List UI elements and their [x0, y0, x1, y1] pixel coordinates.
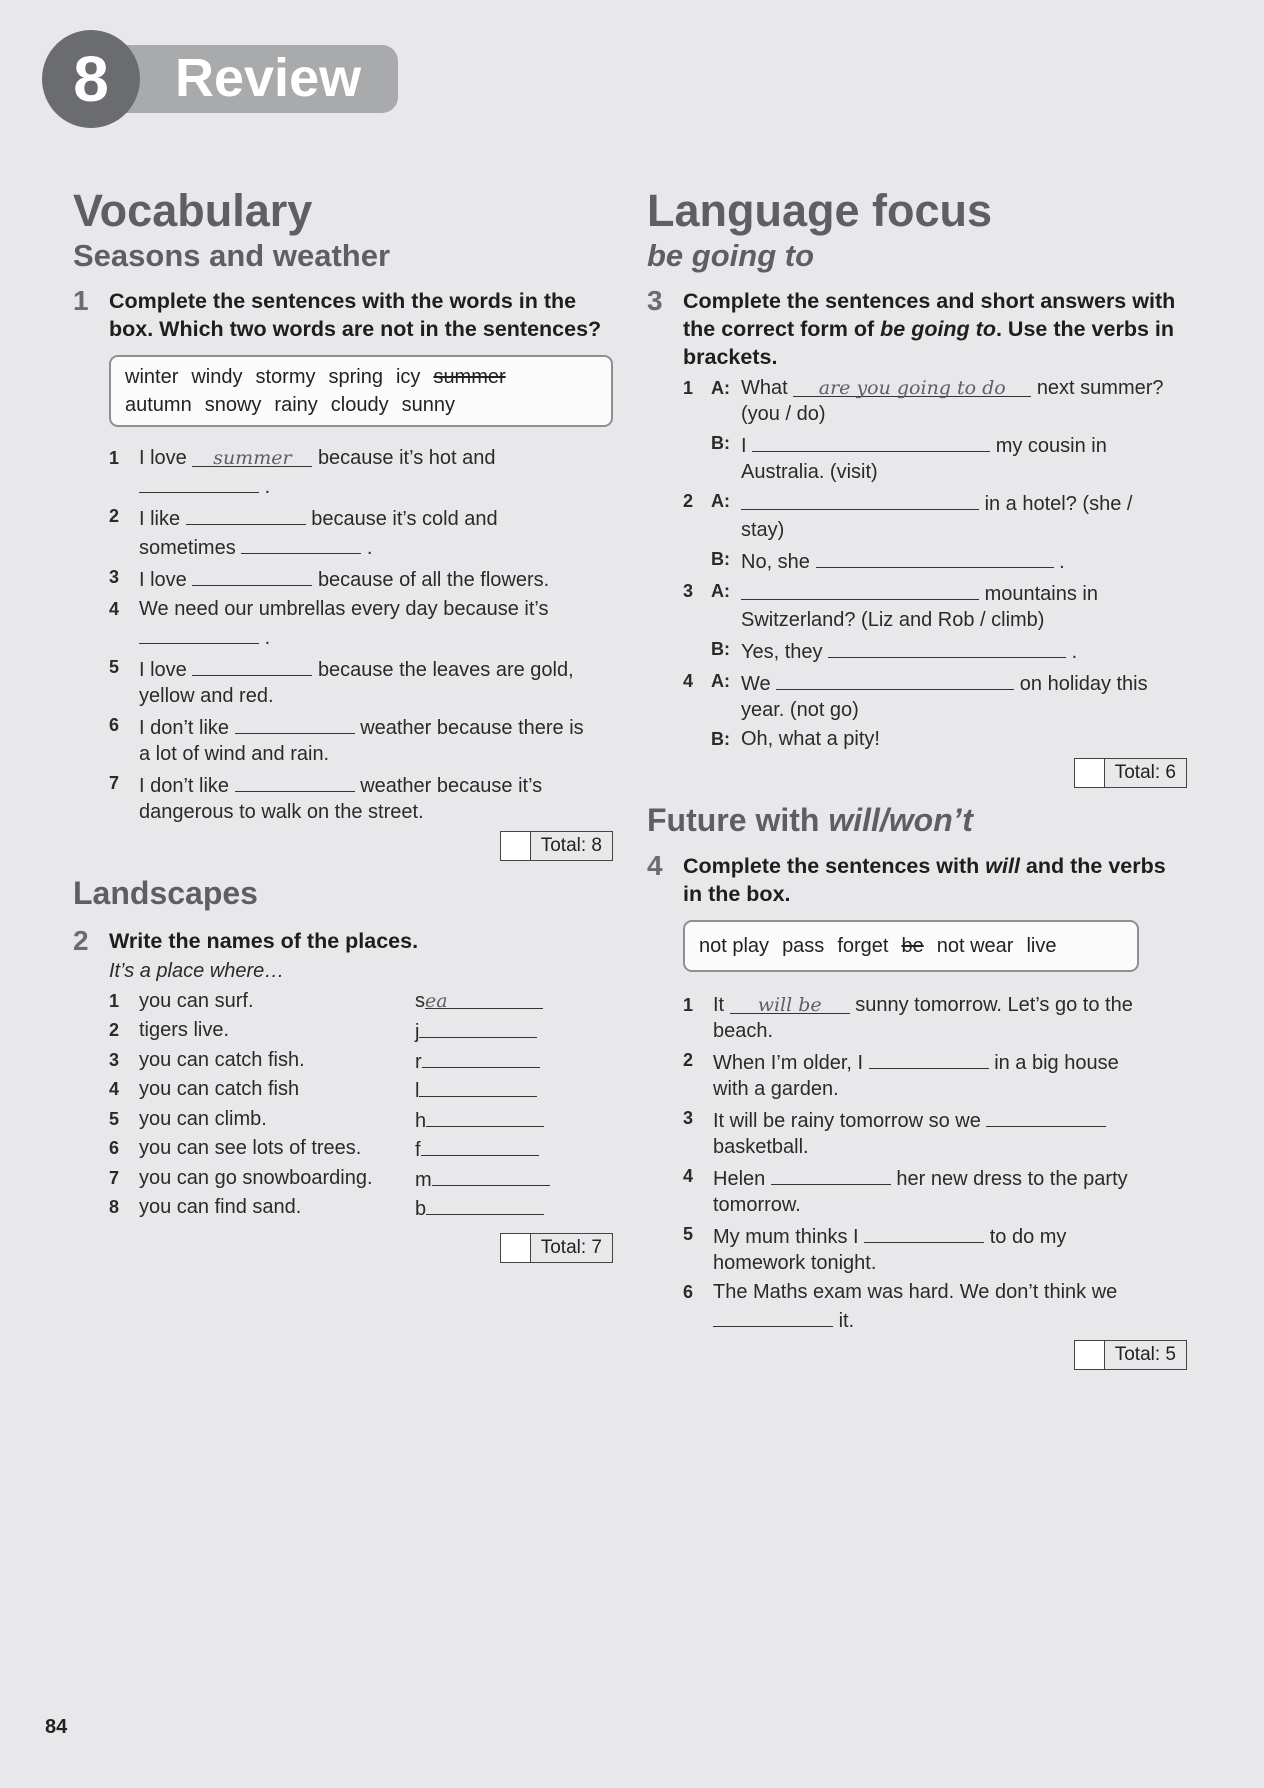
item-text: I don’t like — [139, 717, 230, 739]
item-text: you can go snowboarding. — [139, 1166, 373, 1189]
list-item — [683, 1047, 1187, 1102]
answer-blank[interactable] — [864, 1221, 984, 1243]
line-text: Oh, what a pity! — [741, 728, 880, 750]
first-letter: l — [415, 1080, 420, 1102]
line-text: next summer? — [1036, 377, 1164, 399]
landscapes-heading: Landscapes — [73, 875, 258, 911]
item-text: I don’t like — [139, 775, 230, 797]
item-number: 2 — [109, 506, 120, 526]
task-1-items — [109, 445, 613, 825]
answer-blank[interactable] — [816, 546, 1054, 568]
item-text: weather because there is — [360, 717, 584, 739]
list-item — [109, 987, 613, 1017]
item-number: 8 — [109, 1197, 120, 1217]
item-text: . — [264, 627, 271, 649]
word-crossed-out: be — [901, 935, 924, 957]
answer-field[interactable] — [415, 1134, 539, 1166]
item-number: 5 — [683, 1224, 694, 1244]
answer-blank[interactable] — [139, 622, 259, 644]
item-text: Helen — [713, 1168, 766, 1190]
answer-field[interactable] — [415, 1075, 537, 1107]
item-text: I love — [139, 569, 187, 591]
item-text: yellow and red. — [139, 685, 274, 707]
word-box — [109, 355, 613, 427]
item-text: beach. — [713, 1020, 774, 1042]
answer-blank[interactable] — [793, 375, 1031, 397]
word: spring — [328, 366, 383, 388]
item-number: 4 — [109, 1079, 120, 1099]
dialogue-line — [683, 668, 1187, 723]
unit-title: Review — [175, 48, 362, 108]
item-text: because it’s cold and — [311, 508, 498, 530]
item-text: tomorrow. — [713, 1194, 801, 1216]
word: live — [1026, 935, 1057, 957]
task-2-total — [73, 1233, 613, 1263]
item-text: dangerous to walk on the street. — [139, 801, 424, 823]
item-text: to do my — [989, 1226, 1067, 1248]
item-text: We need our umbrellas every day because it’s — [139, 598, 549, 620]
vocabulary-heading: Vocabulary — [73, 185, 313, 236]
item-text: . — [264, 476, 271, 498]
task-number: 3 — [647, 285, 663, 316]
task-intro: It’s a place where… — [109, 960, 285, 982]
item-text: you can climb. — [139, 1107, 267, 1130]
list-item — [109, 654, 613, 709]
line-text: in a hotel? (she / — [984, 493, 1133, 515]
task-number: 2 — [73, 925, 89, 956]
speaker-label: A: — [711, 378, 730, 398]
score-box — [1074, 758, 1187, 788]
language-focus-subheading — [647, 237, 1187, 275]
answer-blank[interactable] — [186, 503, 306, 525]
answer-blank[interactable] — [752, 430, 990, 452]
answer-blank[interactable] — [869, 1047, 989, 1069]
line-text: year. (not go) — [741, 699, 859, 721]
item-number: 5 — [109, 1108, 120, 1129]
dialogue-line — [683, 578, 1187, 633]
line-text: We — [741, 673, 771, 695]
answer-blank[interactable] — [713, 1305, 833, 1327]
item-text: basketball. — [713, 1136, 809, 1158]
score-input[interactable] — [1075, 1341, 1105, 1369]
subheading-text: be going to — [647, 238, 815, 273]
task-2 — [73, 927, 613, 955]
list-item — [109, 564, 613, 593]
item-number: 1 — [109, 448, 120, 468]
list-item — [109, 1075, 613, 1105]
line-text: (you / do) — [741, 403, 826, 425]
list-item — [109, 1046, 613, 1076]
task-2-items — [109, 957, 613, 1223]
page-number: 84 — [45, 1716, 68, 1738]
task-instruction — [683, 287, 1187, 371]
word-crossed-out: summer — [433, 366, 506, 388]
task-instruction: Write the names of the places. — [109, 929, 419, 953]
line-text: What — [741, 377, 788, 399]
first-letter: b — [415, 1198, 427, 1220]
word: stormy — [255, 366, 316, 388]
item-text: I love — [139, 659, 187, 681]
item-number: 3 — [109, 567, 120, 587]
left-column — [73, 185, 613, 1275]
example-answer: summer — [213, 447, 292, 469]
verb-box — [683, 920, 1139, 972]
item-number: 1 — [683, 995, 694, 1015]
line-text: Switzerland? (Liz and Rob / climb) — [741, 609, 1045, 631]
task-4-items — [683, 992, 1187, 1334]
item-text: sunny tomorrow. Let’s go to the — [855, 994, 1133, 1016]
line-text: stay) — [741, 519, 785, 541]
word: pass — [782, 935, 825, 957]
score-input[interactable] — [501, 1234, 531, 1262]
list-item — [683, 1279, 1187, 1334]
heading-emphasis: will/won’t — [828, 802, 973, 838]
item-text: The Maths exam was hard. We don’t think we — [713, 1281, 1118, 1303]
total-label: Total: 5 — [1105, 1341, 1186, 1369]
task-1 — [73, 287, 613, 343]
score-box — [1074, 1340, 1187, 1370]
item-text: It will be rainy tomorrow so we — [713, 1110, 981, 1132]
instruction-text: Complete the sentences with — [683, 854, 980, 878]
word: sunny — [401, 394, 455, 416]
list-item — [109, 1193, 613, 1223]
answer-blank[interactable] — [771, 1163, 891, 1185]
first-letter: f — [415, 1139, 421, 1161]
item-text: sometimes — [139, 537, 236, 559]
instruction-text: and the verbs in the box. — [683, 854, 1166, 906]
word: snowy — [204, 394, 262, 416]
word: rainy — [274, 394, 318, 416]
unit-number-badge: 8 — [42, 30, 140, 128]
item-text: her new dress to the party — [896, 1168, 1128, 1190]
answer-blank[interactable] — [192, 564, 312, 586]
item-text: weather because it’s — [360, 775, 543, 797]
item-number: 3 — [109, 1049, 120, 1070]
answer-blank[interactable] — [741, 578, 979, 600]
line-text: . — [1071, 641, 1078, 663]
answer-field[interactable] — [415, 1046, 540, 1078]
item-number: 4 — [109, 599, 120, 619]
item-text: you can catch fish — [139, 1078, 300, 1100]
item-number: 5 — [109, 657, 120, 677]
instruction-emphasis: will — [985, 854, 1020, 878]
answer-blank[interactable] — [235, 712, 355, 734]
instruction-emphasis: be going to — [880, 317, 996, 341]
item-text: . — [366, 537, 373, 559]
item-text: with a garden. — [713, 1078, 839, 1100]
task-3-total — [647, 758, 1187, 788]
first-letter: m — [415, 1168, 432, 1191]
dialogue-line — [683, 488, 1187, 543]
instruction-text: Complete the sentences and short answers with the correct form of — [683, 289, 1176, 341]
total-label: Total: 6 — [1105, 759, 1186, 787]
word: winter — [125, 366, 179, 388]
list-item — [109, 596, 613, 651]
list-item — [683, 1105, 1187, 1160]
task-instruction: Complete the sentences with the words in the box. Which two words are not in the sentences? — [109, 289, 602, 341]
answer-field[interactable] — [415, 1105, 544, 1137]
list-item — [109, 712, 613, 767]
task-4-total — [647, 1340, 1187, 1370]
word: autumn — [125, 394, 192, 416]
speaker-label: B: — [711, 549, 730, 569]
answer-blank[interactable] — [776, 668, 1014, 690]
line-text: on holiday this — [1019, 673, 1148, 695]
vocabulary-subheading: Seasons and weather — [73, 238, 391, 273]
answer-field[interactable] — [415, 1193, 544, 1225]
speaker-label: A: — [711, 671, 730, 691]
item-number: 1 — [683, 378, 694, 398]
example-answer: are you going to do — [818, 377, 1006, 399]
list-item — [109, 1105, 613, 1135]
list-item — [109, 503, 613, 561]
answer-blank[interactable] — [986, 1105, 1106, 1127]
item-number: 2 — [683, 491, 694, 511]
speaker-label: A: — [711, 581, 730, 601]
item-text: you can surf. — [139, 989, 254, 1012]
task-1-total — [73, 831, 613, 861]
item-number: 6 — [683, 1282, 694, 1302]
dialogue-line — [683, 430, 1187, 485]
word: forget — [837, 935, 889, 957]
dialogue-line — [683, 546, 1187, 575]
line-text: Australia. (visit) — [741, 461, 878, 483]
item-text: tigers live. — [139, 1019, 230, 1041]
item-text: homework tonight. — [713, 1252, 877, 1274]
item-number: 3 — [683, 581, 694, 601]
word: cloudy — [330, 394, 389, 416]
item-number: 4 — [683, 1166, 694, 1186]
item-number: 7 — [109, 1167, 120, 1188]
line-text: Yes, they — [741, 641, 823, 663]
task-4 — [647, 852, 1187, 908]
total-label: Total: 7 — [531, 1234, 612, 1262]
score-input[interactable] — [1075, 759, 1105, 787]
first-letter: r — [415, 1050, 422, 1073]
item-text: When I’m older, I — [713, 1052, 864, 1074]
speaker-label: A: — [711, 491, 730, 511]
answer-field[interactable] — [415, 1016, 537, 1048]
answer-field[interactable] — [415, 1164, 550, 1196]
line-text: . — [1059, 551, 1065, 573]
list-item — [683, 1163, 1187, 1218]
dialogue-line — [683, 375, 1187, 427]
item-number: 3 — [683, 1108, 694, 1128]
item-number: 6 — [109, 715, 120, 735]
answer-blank[interactable] — [241, 532, 361, 554]
example-answer: will be — [757, 994, 822, 1016]
answer-blank[interactable] — [235, 770, 355, 792]
item-text: My mum thinks I — [713, 1226, 859, 1248]
task-3 — [647, 287, 1187, 371]
list-item — [109, 1134, 613, 1164]
word: not play — [699, 935, 770, 957]
item-text: I love — [139, 447, 187, 469]
line-text: No, she — [741, 551, 810, 573]
item-number: 2 — [109, 1020, 120, 1040]
item-number: 1 — [109, 990, 120, 1011]
list-item — [683, 1221, 1187, 1276]
speaker-label: B: — [711, 433, 730, 453]
answer-blank[interactable] — [139, 471, 259, 493]
item-text: it. — [838, 1310, 855, 1332]
task-3-dialogues — [683, 375, 1187, 752]
answer-field[interactable] — [415, 987, 543, 1017]
language-focus-heading: Language focus — [647, 185, 993, 236]
score-box — [500, 1233, 613, 1263]
answer-blank[interactable] — [741, 488, 979, 510]
line-text: mountains in — [984, 583, 1098, 605]
item-number: 2 — [683, 1050, 694, 1070]
list-item — [109, 1016, 613, 1046]
answer-blank[interactable] — [730, 992, 850, 1014]
dialogue-line — [683, 726, 1187, 752]
score-input[interactable] — [501, 832, 531, 860]
score-box — [500, 831, 613, 861]
task-number: 4 — [647, 850, 663, 881]
instruction-text: . Use the verbs in brackets. — [683, 317, 1175, 369]
line-text: my cousin in — [995, 435, 1107, 457]
item-text: you can see lots of trees. — [139, 1137, 362, 1159]
item-text: because it’s hot and — [317, 447, 496, 469]
list-item — [109, 445, 613, 500]
list-item — [109, 1164, 613, 1194]
list-item — [683, 992, 1187, 1044]
item-text: you can find sand. — [139, 1196, 302, 1218]
item-number: 4 — [683, 671, 694, 691]
item-text: I like — [139, 508, 181, 530]
answer-blank[interactable] — [192, 654, 312, 676]
first-letter: s — [415, 989, 425, 1012]
first-letter: j — [415, 1021, 420, 1043]
speaker-label: B: — [711, 639, 730, 659]
task-instruction — [683, 852, 1187, 908]
example-answer: ea — [425, 989, 448, 1012]
answer-blank[interactable] — [828, 636, 1066, 658]
item-number: 6 — [109, 1138, 120, 1158]
word: icy — [395, 366, 421, 388]
list-item — [109, 770, 613, 825]
item-text: you can catch fish. — [139, 1048, 305, 1071]
item-text: in a big house — [994, 1052, 1119, 1074]
future-heading — [647, 800, 1187, 840]
item-text: It — [713, 994, 725, 1016]
item-text: because the leaves are gold, — [317, 659, 574, 681]
answer-blank[interactable] — [192, 445, 312, 467]
right-column — [647, 185, 1187, 1382]
word: windy — [191, 366, 243, 388]
speaker-label: B: — [711, 729, 730, 749]
heading-text: Future with — [647, 802, 820, 838]
dialogue-line — [683, 636, 1187, 665]
item-text: because of all the flowers. — [317, 569, 550, 591]
word: not wear — [936, 935, 1014, 957]
item-text: a lot of wind and rain. — [139, 743, 330, 765]
first-letter: h — [415, 1109, 427, 1132]
task-number: 1 — [73, 285, 89, 316]
item-number: 7 — [109, 773, 120, 793]
line-text: I — [741, 435, 747, 457]
total-label: Total: 8 — [531, 832, 612, 860]
